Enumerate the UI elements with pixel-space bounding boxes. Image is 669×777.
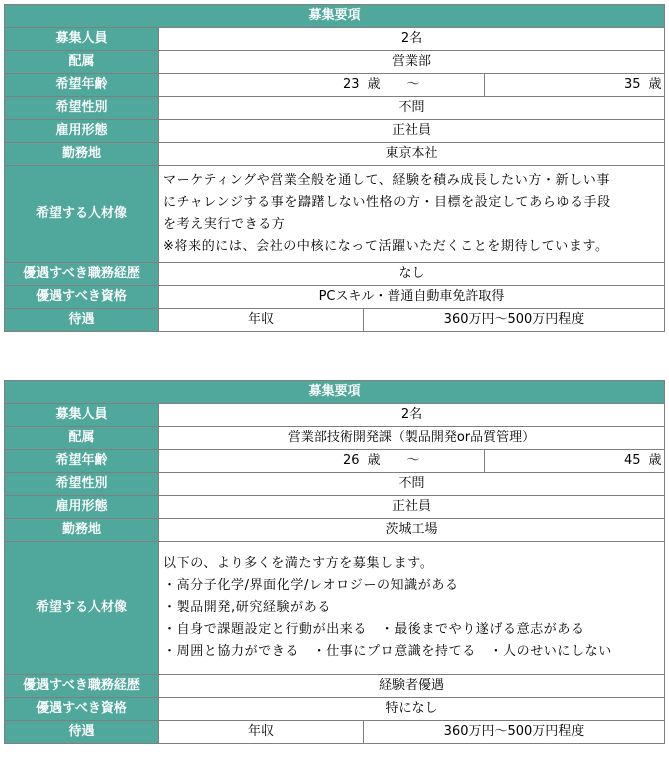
- recruitment-table-2: [4, 380, 665, 744]
- age-from-unit: [364, 450, 485, 473]
- age-to-unit: 歳: [645, 450, 665, 473]
- desired-line: ・高分子化学/界面化学/レオロジーの知識がある: [163, 578, 459, 593]
- table-title: 募集要項: [5, 381, 665, 404]
- desired-line: マーケティングや営業全般を通して、経験を積み成長したい方・新しい事: [163, 173, 610, 188]
- label-department: 配属: [5, 51, 159, 74]
- value-location: 茨城工場: [159, 519, 665, 542]
- row-location: [5, 519, 665, 542]
- label-gender: 希望性別: [5, 473, 159, 496]
- row-treatment: [5, 309, 665, 332]
- label-age: 希望年齢: [5, 450, 159, 473]
- label-preferred-qualification: 優遇すべき資格: [5, 698, 159, 721]
- label-preferred-qualification: 優遇すべき資格: [5, 286, 159, 309]
- value-treatment: 360万円～500万円程度: [364, 309, 665, 332]
- row-gender: [5, 97, 665, 120]
- label-employment: 雇用形態: [5, 496, 159, 519]
- desired-line: ・自身で課題設定と行動が出来る ・最後までやり遂げる意志がある: [163, 622, 585, 637]
- sub-label-annual-income: 年収: [159, 721, 364, 744]
- value-department: 営業部技術開発課（製品開発or品質管理）: [159, 427, 665, 450]
- desired-line: を考え実行できる方: [163, 217, 286, 232]
- age-to-unit: 歳: [645, 74, 665, 97]
- value-location: 東京本社: [159, 143, 665, 166]
- desired-line: にチャレンジする事を躊躇しない性格の方・目標を設定してあらゆる手段: [163, 195, 611, 210]
- label-age: 希望年齢: [5, 74, 159, 97]
- value-department: 営業部: [159, 51, 665, 74]
- row-desired-person: [5, 166, 665, 263]
- label-employment: 雇用形態: [5, 120, 159, 143]
- age-from: 23: [159, 74, 364, 97]
- age-from-unit-text: 歳: [367, 453, 381, 468]
- value-desired-person: [159, 542, 665, 675]
- age-from-unit: [364, 74, 485, 97]
- value-gender: 不問: [159, 97, 665, 120]
- value-desired-person: [159, 166, 665, 263]
- row-preferred-experience: [5, 263, 665, 286]
- row-gender: [5, 473, 665, 496]
- value-preferred-experience: 経験者優遇: [159, 675, 665, 698]
- age-from: 26: [159, 450, 364, 473]
- row-recruit-count: [5, 404, 665, 427]
- table-header-row: [5, 5, 665, 28]
- value-preferred-experience: なし: [159, 263, 665, 286]
- value-preferred-qualification: PCスキル・普通自動車免許取得: [159, 286, 665, 309]
- desired-line: ・製品開発,研究経験がある: [163, 600, 331, 615]
- sub-label-annual-income: 年収: [159, 309, 364, 332]
- desired-line: ※将来的には、会社の中核になって活躍いただくことを期待しています。: [163, 239, 609, 254]
- row-treatment: [5, 721, 665, 744]
- label-treatment: 待遇: [5, 309, 159, 332]
- value-gender: 不問: [159, 473, 665, 496]
- desired-line: ・周囲と協力ができる ・仕事にプロ意識を持てる ・人のせいにしない: [163, 644, 612, 659]
- row-desired-person: [5, 542, 665, 675]
- age-to: 35: [485, 74, 645, 97]
- row-preferred-experience: [5, 675, 665, 698]
- value-employment: 正社員: [159, 120, 665, 143]
- label-preferred-experience: 優遇すべき職務経歴: [5, 263, 159, 286]
- table-header-row: [5, 381, 665, 404]
- label-desired-person: 希望する人材像: [5, 166, 159, 263]
- row-preferred-qualification: [5, 286, 665, 309]
- desired-line: 以下の、より多くを満たす方を募集します。: [163, 556, 434, 571]
- table-title: 募集要項: [5, 5, 665, 28]
- label-department: 配属: [5, 427, 159, 450]
- value-recruit-count: 2名: [159, 404, 665, 427]
- label-location: 勤務地: [5, 519, 159, 542]
- value-recruit-count: 2名: [159, 28, 665, 51]
- label-preferred-experience: 優遇すべき職務経歴: [5, 675, 159, 698]
- label-gender: 希望性別: [5, 97, 159, 120]
- value-preferred-qualification: 特になし: [159, 698, 665, 721]
- value-employment: 正社員: [159, 496, 665, 519]
- label-recruit-count: 募集人員: [5, 28, 159, 51]
- row-department: [5, 427, 665, 450]
- age-from-unit-text: 歳: [367, 77, 381, 92]
- label-recruit-count: 募集人員: [5, 404, 159, 427]
- row-location: [5, 143, 665, 166]
- row-department: [5, 51, 665, 74]
- row-age: [5, 74, 665, 97]
- age-tilde: ～: [406, 77, 420, 92]
- age-tilde: ～: [406, 453, 420, 468]
- recruitment-table-1: [4, 4, 665, 332]
- age-to: 45: [485, 450, 645, 473]
- label-treatment: 待遇: [5, 721, 159, 744]
- label-location: 勤務地: [5, 143, 159, 166]
- row-recruit-count: [5, 28, 665, 51]
- row-employment: [5, 120, 665, 143]
- row-age: [5, 450, 665, 473]
- row-preferred-qualification: [5, 698, 665, 721]
- label-desired-person: 希望する人材像: [5, 542, 159, 675]
- value-treatment: 360万円～500万円程度: [364, 721, 665, 744]
- row-employment: [5, 496, 665, 519]
